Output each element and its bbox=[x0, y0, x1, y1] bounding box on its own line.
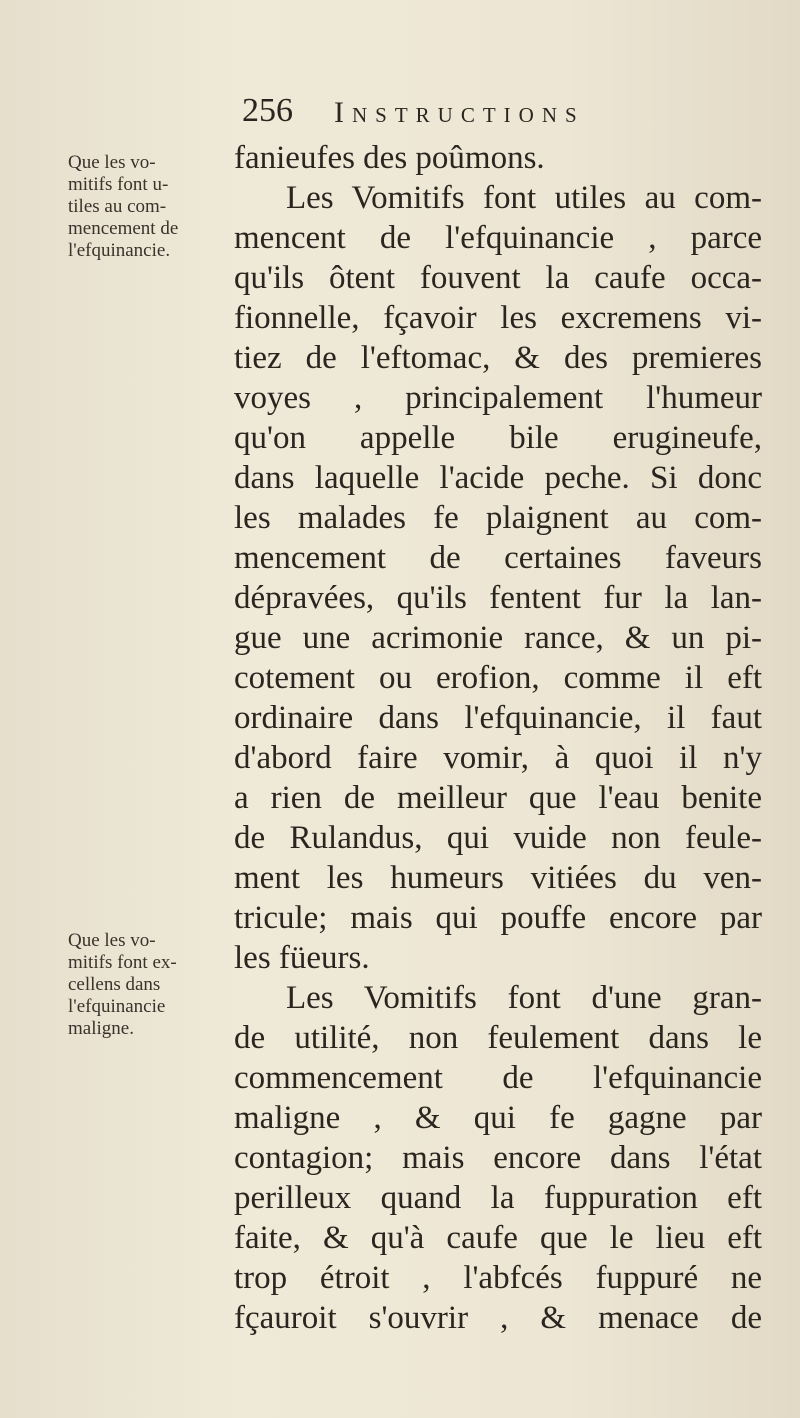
marginal-line: mitifs font ex- bbox=[68, 952, 177, 973]
marginal-line: maligne. bbox=[68, 1018, 134, 1039]
text-line: Les Vomitifs font d'une gran- bbox=[286, 980, 762, 1016]
page-number: 256 bbox=[242, 92, 293, 129]
marginal-line: mitifs font u- bbox=[68, 174, 169, 195]
running-title: Instructions bbox=[334, 96, 585, 129]
text-line: fanieufes des poûmons. bbox=[234, 140, 545, 176]
text-line: tiez de l'eftomac, & des premieres bbox=[234, 340, 762, 376]
text-line: faite, & qu'à caufe que le lieu eft bbox=[234, 1220, 762, 1256]
text-line: dépravées, qu'ils fentent fur la lan- bbox=[234, 580, 762, 616]
text-line: de Rulandus, qui vuide non feule- bbox=[234, 820, 762, 856]
text-line: cotement ou erofion, comme il eft bbox=[234, 660, 762, 696]
marginal-line: mencement de bbox=[68, 218, 179, 239]
body-text bbox=[234, 138, 762, 1338]
text-line: ment les humeurs vitiées du ven- bbox=[234, 860, 762, 896]
text-line: ordinaire dans l'efquinancie, il faut bbox=[234, 700, 762, 736]
text-line: fçauroit s'ouvrir , & menace de bbox=[234, 1300, 762, 1336]
text-line: gue une acrimonie rance, & un pi- bbox=[234, 620, 762, 656]
text-line: d'abord faire vomir, à quoi il n'y bbox=[234, 740, 762, 776]
text-line: de utilité, non feulement dans le bbox=[234, 1020, 762, 1056]
text-line: perilleux quand la fuppuration eft bbox=[234, 1180, 762, 1216]
text-line: Les Vomitifs font utiles au com- bbox=[286, 180, 762, 216]
text-line: tricule; mais qui pouffe encore par bbox=[234, 900, 762, 936]
text-line: a rien de meilleur que l'eau benite bbox=[234, 780, 762, 816]
text-line: voyes , principalement l'humeur bbox=[234, 380, 762, 416]
text-line: fionnelle, fçavoir les excremens vi- bbox=[234, 300, 762, 336]
marginal-line: Que les vo- bbox=[68, 930, 156, 951]
marginal-line: Que les vo- bbox=[68, 152, 156, 173]
text-line: les malades fe plaignent au com- bbox=[234, 500, 762, 536]
marginal-line: cellens dans bbox=[68, 974, 161, 995]
text-line: mencement de certaines faveurs bbox=[234, 540, 762, 576]
text-line: trop étroit , l'abfcés fuppuré ne bbox=[234, 1260, 762, 1296]
marginal-line: tiles au com- bbox=[68, 196, 167, 217]
text-line: commencement de l'efquinancie bbox=[234, 1060, 762, 1096]
marginal-note-1 bbox=[68, 152, 228, 262]
text-line: qu'on appelle bile erugineufe, bbox=[234, 420, 762, 456]
running-head bbox=[238, 92, 758, 140]
marginal-line: l'efquinancie bbox=[68, 996, 166, 1017]
text-line: les füeurs. bbox=[234, 940, 370, 976]
text-line: qu'ils ôtent fouvent la caufe occa- bbox=[234, 260, 762, 296]
marginal-note-2 bbox=[68, 930, 228, 1040]
text-line: mencent de l'efquinancie , parce bbox=[234, 220, 762, 256]
text-line: maligne , & qui fe gagne par bbox=[234, 1100, 762, 1136]
text-line: dans laquelle l'acide peche. Si donc bbox=[234, 460, 762, 496]
marginal-line: l'efquinancie. bbox=[68, 240, 171, 261]
text-line: contagion; mais encore dans l'état bbox=[234, 1140, 762, 1176]
